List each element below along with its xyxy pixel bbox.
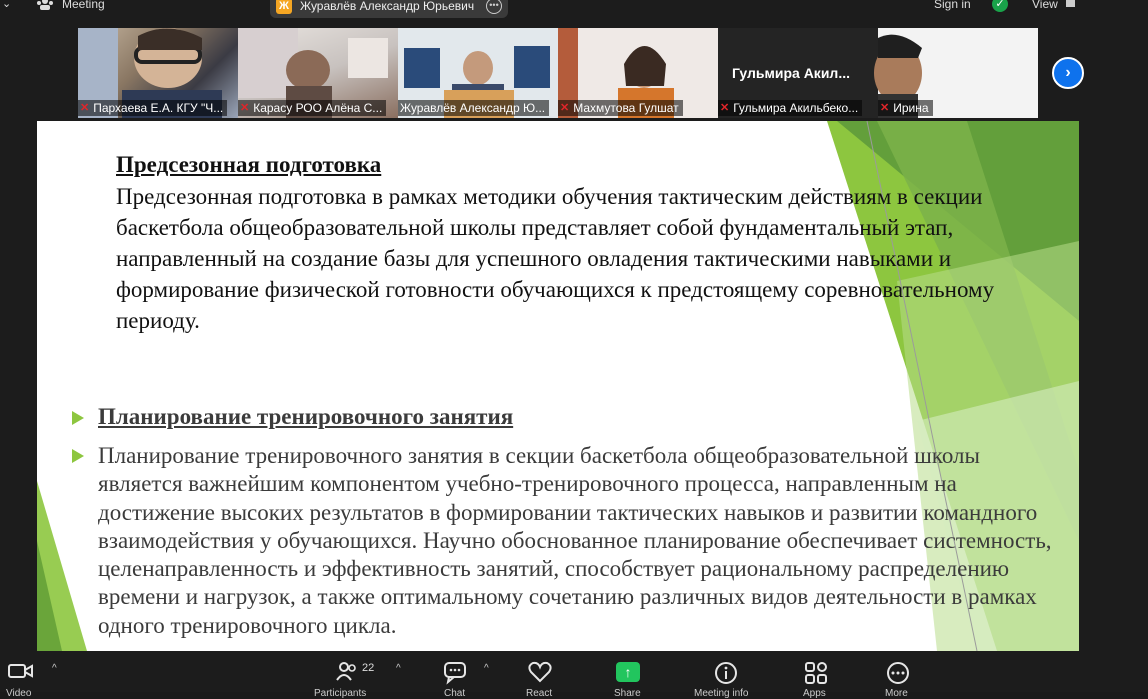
video-options-caret-icon[interactable]: ^ bbox=[52, 663, 57, 674]
participant-tile-active[interactable] bbox=[398, 28, 558, 118]
participant-name-tag bbox=[398, 100, 549, 116]
more-label: More bbox=[885, 688, 908, 699]
participant-name-tag bbox=[558, 100, 683, 116]
muted-mic-icon: ✕ bbox=[240, 102, 250, 114]
more-options-icon[interactable]: ••• bbox=[486, 0, 502, 14]
video-label: Video bbox=[6, 688, 32, 699]
muted-mic-icon: ✕ bbox=[80, 102, 90, 114]
bullet-arrow-icon bbox=[72, 449, 84, 463]
meeting-label: Meeting bbox=[62, 0, 105, 11]
slide-paragraph-2: Планирование тренировочного занятия в секции баскетбола общеобразовательной школы является важнейшим компонентом учебно-тренировочного процесса, направленным на достижение высоких результатов в формировании тактических навыков и развитии командного взаимодействия у обучающихся. Научно обоснованное планирование обеспечивает системность, целенаправленность и эффективность занятий, способствует рациональному распределению времени и нагрузок, а также оптимальному сочетанию различных видов деятельности в рамках одного тренировочного цикла. bbox=[98, 443, 1052, 638]
participants-icon bbox=[36, 0, 54, 10]
chevron-down-icon[interactable]: ⌄ bbox=[2, 0, 12, 10]
share-screen-icon[interactable]: ↑ bbox=[616, 662, 640, 682]
participant-name: Гульмира Акильбеко... bbox=[733, 101, 859, 115]
slide-title: Предсезонная подготовка bbox=[116, 152, 382, 177]
bullet-arrow-icon bbox=[72, 411, 84, 425]
heart-icon bbox=[528, 661, 552, 683]
muted-mic-icon: ✕ bbox=[880, 102, 890, 114]
view-menu[interactable]: View bbox=[1032, 0, 1058, 11]
security-shield-icon[interactable]: ✓ bbox=[992, 0, 1008, 12]
react-button[interactable] bbox=[528, 661, 552, 683]
sign-in-link[interactable]: Sign in bbox=[934, 0, 971, 11]
view-grid-icon[interactable] bbox=[1066, 0, 1075, 7]
participants-label: Participants bbox=[314, 688, 367, 699]
speaker-avatar-icon: Ж bbox=[276, 0, 292, 14]
more-icon bbox=[886, 661, 910, 685]
shared-screen-slide bbox=[37, 121, 1079, 651]
slide-heading: Планирование тренировочного занятия bbox=[98, 404, 514, 429]
active-speaker-indicator[interactable] bbox=[270, 0, 508, 18]
participant-name: Ирина bbox=[893, 101, 929, 115]
react-label: React bbox=[526, 688, 553, 699]
participants-icon bbox=[336, 661, 358, 681]
video-camera-icon bbox=[8, 661, 34, 681]
more-button[interactable] bbox=[886, 661, 910, 685]
participant-name: Махмутова Гулшат bbox=[573, 101, 679, 115]
chat-label: Chat bbox=[444, 688, 466, 699]
participant-tile[interactable] bbox=[78, 28, 238, 118]
slide-paragraph: Предсезонная подготовка в рамках методики обучения тактическим действиям в секции баскетбола общеобразовательной школы представляет собой фундаментальный этап, направленный на создание базы для успешного овладения тактическими навыками и формирование физической готовности обучающихся к предстоящему соревновательному периоду. bbox=[116, 184, 995, 333]
muted-mic-icon: ✕ bbox=[720, 102, 730, 114]
info-icon bbox=[714, 661, 738, 685]
participant-name: Журавлёв Александр Ю... bbox=[400, 101, 546, 115]
participant-name-placeholder: Гульмира Акил... bbox=[732, 65, 850, 81]
video-button[interactable] bbox=[8, 661, 34, 681]
next-page-button[interactable]: › bbox=[1052, 57, 1084, 89]
participant-strip bbox=[78, 28, 1038, 118]
meeting-menu[interactable] bbox=[36, 0, 105, 11]
participant-tile[interactable] bbox=[718, 28, 878, 118]
meeting-info-label: Meeting info bbox=[694, 688, 749, 699]
participant-tile[interactable] bbox=[238, 28, 398, 118]
chat-button[interactable] bbox=[443, 661, 467, 683]
apps-label: Apps bbox=[803, 688, 826, 699]
participant-name-tag bbox=[718, 100, 862, 116]
apps-icon bbox=[804, 661, 828, 685]
participant-tile[interactable] bbox=[878, 28, 1038, 118]
participants-options-caret-icon[interactable]: ^ bbox=[396, 663, 401, 674]
participants-count: 22 bbox=[362, 662, 375, 674]
meeting-info-button[interactable] bbox=[714, 661, 738, 685]
share-label: Share bbox=[614, 688, 641, 699]
chat-bubble-icon bbox=[443, 661, 467, 683]
apps-button[interactable] bbox=[804, 661, 828, 685]
chat-options-caret-icon[interactable]: ^ bbox=[484, 663, 489, 674]
participant-name-tag bbox=[878, 100, 933, 116]
top-bar bbox=[0, 0, 1148, 16]
participant-tile[interactable] bbox=[558, 28, 718, 118]
participant-name: Пархаева Е.А. КГУ "Ч... bbox=[93, 101, 224, 115]
participants-button[interactable] bbox=[336, 661, 358, 681]
participant-name: Карасу РОО Алёна С... bbox=[253, 101, 383, 115]
meeting-toolbar bbox=[0, 651, 1148, 699]
participant-name-tag bbox=[78, 100, 227, 116]
active-speaker-name: Журавлёв Александр Юрьевич bbox=[300, 0, 475, 13]
participant-name-tag bbox=[238, 100, 386, 116]
muted-mic-icon: ✕ bbox=[560, 102, 570, 114]
